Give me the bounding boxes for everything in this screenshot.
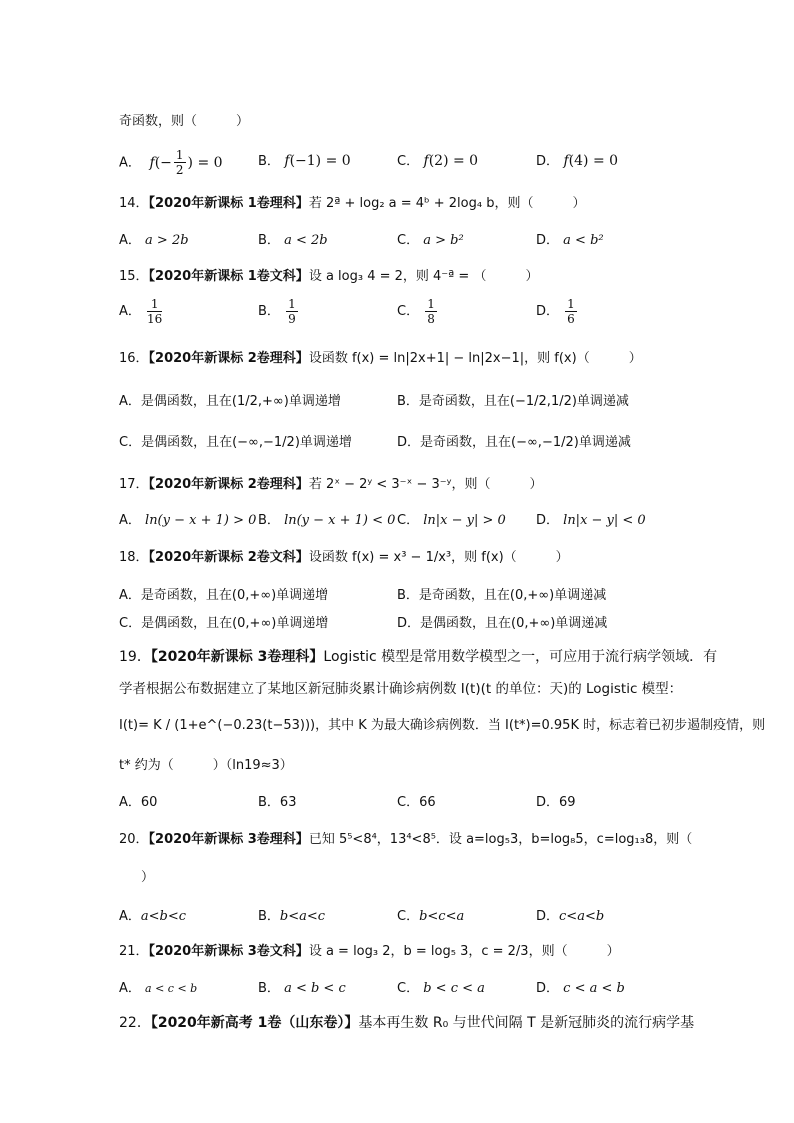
q14-option-b: B． a < 2b	[258, 233, 328, 248]
question-19-stem-line2: 学者根据公布数据建立了某地区新冠肺炎累计确诊病例数 I(t)(t 的单位：天)的 Logistic 模型：	[119, 681, 683, 697]
q21-option-c: C． b < c < a	[397, 981, 485, 996]
question-22-stem: 22．【2020年新高考 1卷（山东卷）】基本再生数 R₀ 与世代间隔 T 是新冠肺炎的流行病学基	[119, 1015, 695, 1031]
question-17-stem: 17．【2020年新课标 2卷理科】若 2ˣ − 2ʸ < 3⁻ˣ − 3⁻ʸ，则（ ）	[119, 477, 543, 492]
q14-option-a: A． a > 2b	[119, 233, 189, 248]
q18-option-d: D．是偶函数，且在(0,+∞)单调递减	[397, 616, 608, 631]
q13-option-d: D． f(4) = 0	[536, 153, 619, 169]
question-13-continuation: 奇函数，则（ ）	[119, 114, 250, 129]
question-20-stem-cont: ）	[141, 870, 155, 885]
q13-option-b: B． f(−1) = 0	[258, 153, 351, 169]
q20-option-a: A．a<b<c	[119, 909, 187, 924]
q16-option-d: D．是奇函数，且在(−∞,−1/2)单调递减	[397, 435, 631, 450]
question-18-stem: 18．【2020年新课标 2卷文科】设函数 f(x) = x³ − 1/x³，则 f(x)（ ）	[119, 550, 569, 565]
question-21-stem: 21．【2020年新课标 3卷文科】设 a = log₃ 2，b = log₅ 3，c = 2/3，则（ ）	[119, 944, 620, 959]
q21-option-b: B． a < b < c	[258, 981, 346, 996]
q18-option-a: A．是奇函数，且在(0,+∞)单调递增	[119, 588, 329, 603]
q15-option-c: C． $\frac{1}{8}$	[397, 297, 435, 326]
question-16-stem: 16．【2020年新课标 2卷理科】设函数 f(x) = ln|2x+1| − ln|2x−1|，则 f(x)（ ）	[119, 351, 642, 366]
q13-option-c: C． f(2) = 0	[397, 153, 479, 169]
question-19-stem-line1: 19．【2020年新课标 3卷理科】Logistic 模型是常用数学模型之一，可应用于流行病学领域．有	[119, 649, 718, 665]
q18-option-c: C．是偶函数，且在(0,+∞)单调递增	[119, 616, 329, 631]
q19-option-d: D．69	[536, 795, 576, 810]
q16-option-a: A．是偶函数，且在(1/2,+∞)单调递增	[119, 394, 341, 409]
question-14-stem: 14．【2020年新课标 1卷理科】若 2ª + log₂ a = 4ᵇ + 2log₄ b，则（ ）	[119, 196, 586, 211]
question-15-stem: 15．【2020年新课标 1卷文科】设 a log₃ 4 = 2，则 4⁻ª = （ ）	[119, 269, 539, 284]
q17-option-b: B． ln(y − x + 1) < 0	[258, 513, 396, 528]
q20-option-b: B．b<a<c	[258, 909, 326, 924]
q20-option-c: C．b<c<a	[397, 909, 465, 924]
q19-option-b: B．63	[258, 795, 297, 810]
q15-option-d: D． $\frac{1}{6}$	[536, 297, 575, 326]
q17-option-d: D． ln|x − y| < 0	[536, 513, 646, 528]
q14-option-d: D． a < b²	[536, 233, 604, 248]
q20-option-d: D．c<a<b	[536, 909, 605, 924]
question-19-stem-line4: t* 约为（ ）（ln19≈3）	[119, 758, 293, 773]
q13-option-a: A． f(− $\frac{1}{2}$ ) = 0	[119, 148, 223, 177]
q17-option-a: A． ln(y − x + 1) > 0	[119, 513, 257, 528]
question-20-stem: 20．【2020年新课标 3卷理科】已知 5⁵<8⁴，13⁴<8⁵．设 a=log₅3，b=log₈5，c=log₁₃8，则（	[119, 832, 693, 847]
q18-option-b: B．是奇函数，且在(0,+∞)单调递减	[397, 588, 607, 603]
q15-option-a: A． $\frac{1}{16}$	[119, 297, 163, 326]
q21-option-a: A． a < c < b	[119, 981, 198, 996]
q14-option-c: C． a > b²	[397, 233, 464, 248]
q19-option-c: C．66	[397, 795, 436, 810]
q17-option-c: C． ln|x − y| > 0	[397, 513, 506, 528]
q15-option-b: B． $\frac{1}{9}$	[258, 297, 296, 326]
question-19-stem-line3: I(t)= K / (1+e^(−0.23(t−53)))，其中 K 为最大确诊病例数．当 I(t*)=0.95K 时，标志着已初步遏制疫情，则	[119, 718, 766, 733]
q19-option-a: A．60	[119, 795, 158, 810]
q16-option-c: C．是偶函数，且在(−∞,−1/2)单调递增	[119, 435, 352, 450]
q16-option-b: B．是奇函数，且在(−1/2,1/2)单调递减	[397, 394, 629, 409]
q21-option-d: D． c < a < b	[536, 981, 625, 996]
